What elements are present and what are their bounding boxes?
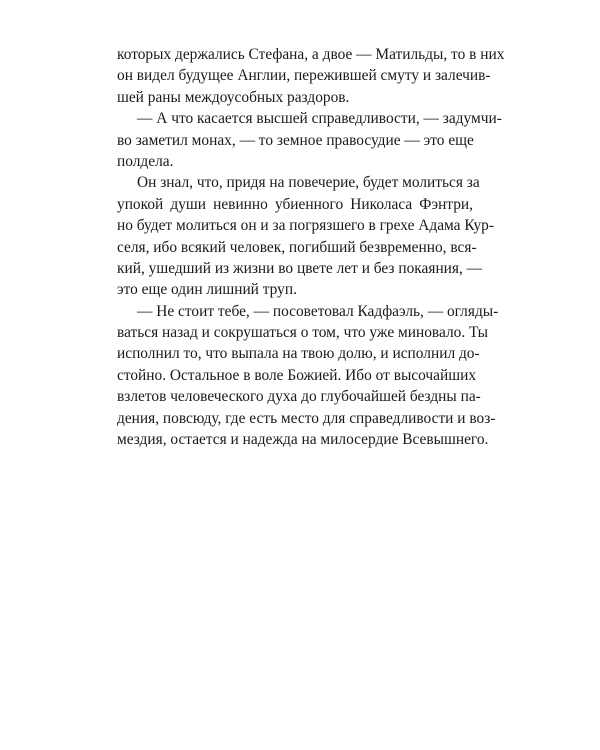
paragraph-4 bbox=[117, 301, 499, 451]
text-line: он видел будущее Англии, пережившей смуту и залечив- bbox=[117, 67, 491, 85]
text-line: Он знал, что, придя на повечерие, будет молиться за bbox=[137, 174, 480, 192]
text-line: мездия, остается и надежда на милосердие Всевышнего. bbox=[117, 431, 489, 449]
text-line: это еще один лишний труп. bbox=[117, 281, 297, 299]
text-line: — А что касается высшей справедливости, — задумчи- bbox=[137, 110, 502, 128]
text-line: во заметил монах, — то земное правосудие — это еще bbox=[117, 131, 474, 149]
text-line: стойно. Остальное в воле Божией. Ибо от высочайших bbox=[117, 366, 477, 384]
paragraph-2 bbox=[117, 108, 502, 172]
text-line: ваться назад и сокрушаться о том, что уже миновало. Ты bbox=[117, 324, 489, 342]
text-line: кий, ушедший из жизни во цвете лет и без покаяния, — bbox=[117, 259, 483, 277]
body-text bbox=[117, 44, 505, 450]
text-line: полдела. bbox=[117, 152, 174, 170]
text-line: взлетов человеческого духа до глубочайшей бездны па- bbox=[117, 388, 481, 406]
paragraph-3 bbox=[117, 172, 494, 300]
text-line: — Не стоит тебе, — посоветовал Кадфаэль, — огляды- bbox=[137, 302, 499, 320]
text-line: шей раны междоусобных раздоров. bbox=[117, 88, 350, 106]
text-line: исполнил то, что выпала на твою долю, и исполнил до- bbox=[117, 345, 480, 363]
text-line: но будет молиться он и за погрязшего в грехе Адама Кур- bbox=[117, 217, 494, 235]
text-line: дения, повсюду, где есть место для справедливости и воз- bbox=[117, 409, 496, 427]
paragraph-1 bbox=[117, 44, 505, 108]
text-line: которых держались Стефана, а двое — Матильды, то в них bbox=[117, 46, 505, 63]
text-line: селя, ибо всякий человек, погибший безвременно, вся- bbox=[117, 238, 477, 256]
text-line: упокой души невинно убиенного Николаса Фэнтри, bbox=[117, 195, 473, 213]
